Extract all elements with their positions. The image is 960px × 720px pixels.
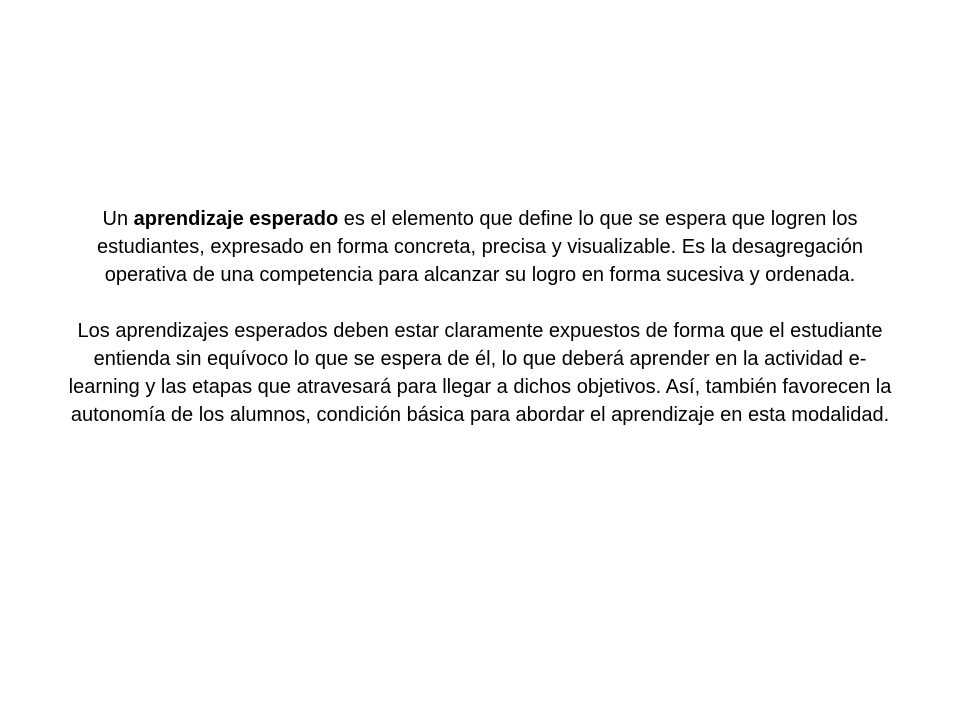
paragraph-definition-prefix: Un <box>102 208 134 230</box>
paragraph-definition-rest: es el elemento que define lo que se espera que logren los estudiantes, expresado en forma concreta, precisa y visualizable. Es la desagregación operativa de una competencia para alcanzar su logro en forma sucesiva y ordenada. <box>97 208 863 286</box>
paragraph-explanation: Los aprendizajes esperados deben estar claramente expuestos de forma que el estudiante entienda sin equívoco lo que se espera de él, lo que deberá aprender en la actividad e-learning y las etapas que atravesará para llegar a dichos objetivos. Así, también favorecen la autonomía de los alumnos, condición básica para abordar el aprendizaje en esta modalidad. <box>68 320 892 426</box>
text-block <box>62 205 898 429</box>
paragraph-definition <box>62 205 898 289</box>
term-aprendizaje-esperado: aprendizaje esperado <box>133 208 339 230</box>
paragraph-spacer <box>62 289 898 317</box>
